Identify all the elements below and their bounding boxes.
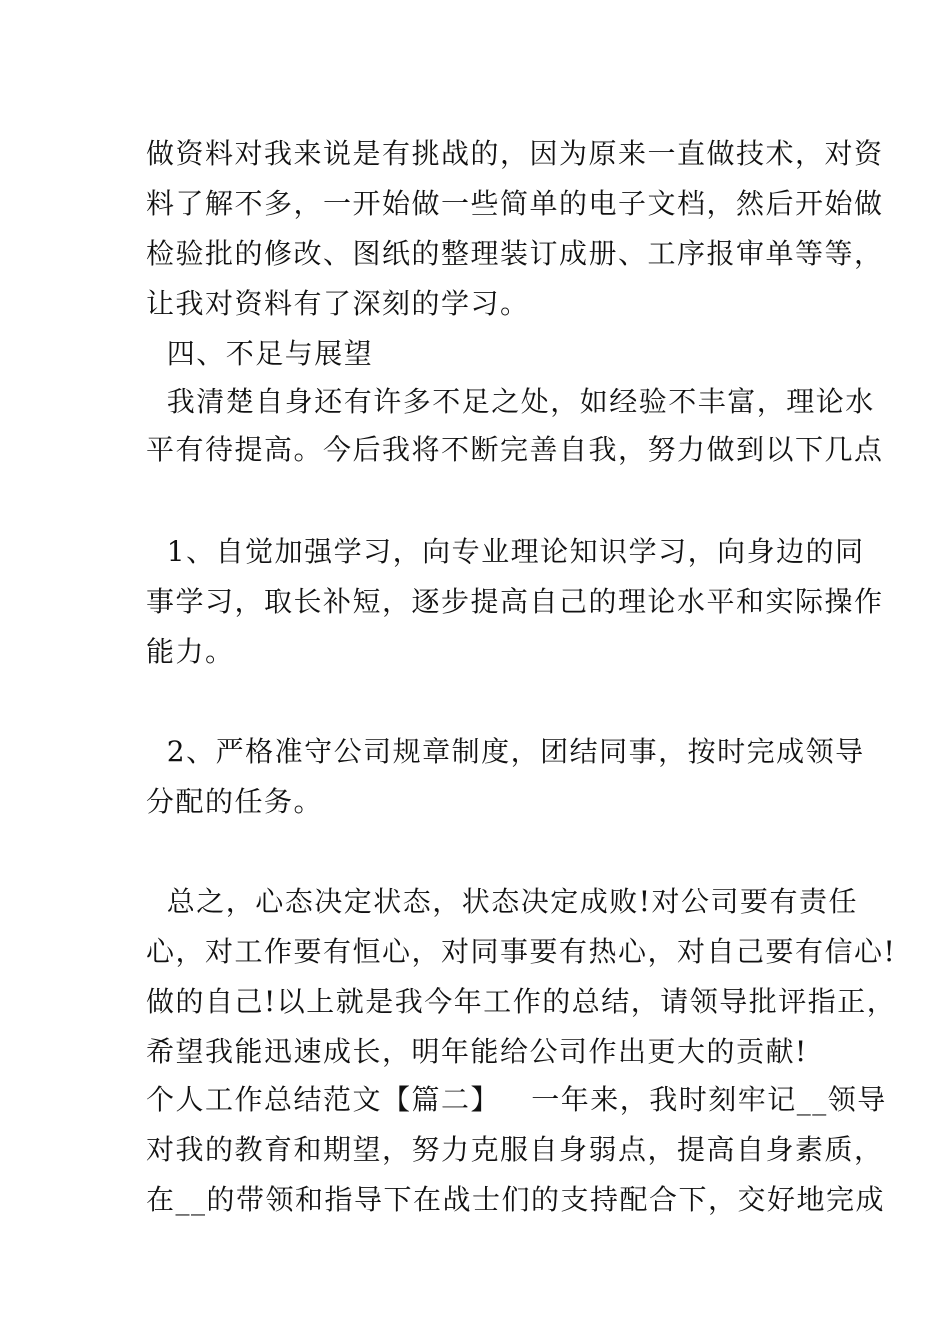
list-item-line: 1、自觉加强学习，向专业理论知识学习，向身边的同 (146, 535, 865, 568)
text-line: 希望我能迅速成长，明年能给公司作出更大的贡献! (146, 1035, 808, 1068)
text-line: 对我的教育和期望，努力克服自身弱点，提高自身素质， (146, 1133, 884, 1166)
text-line: 检验批的修改、图纸的整理装订成册、工序报审单等等， (146, 237, 884, 270)
text-line: 我清楚自身还有许多不足之处，如经验不丰富，理论水 (146, 385, 875, 418)
list-item-line: 2、严格准守公司规章制度，团结同事，按时完成领导 (146, 735, 865, 768)
list-item-line: 能力。 (146, 635, 235, 668)
text-line: 心，对工作要有恒心，对同事要有热心，对自己要有信心! (146, 935, 897, 968)
text-line: 总之，心态决定状态，状态决定成败!对公司要有责任 (146, 885, 859, 918)
text-line: 让我对资料有了深刻的学习。 (146, 287, 530, 320)
list-item-line: 分配的任务。 (146, 785, 324, 818)
text-line: 料了解不多，一开始做一些简单的电子文档，然后开始做 (146, 187, 884, 220)
text-line: 在__的带领和指导下在战士们的支持配合下，交好地完成 (146, 1183, 886, 1216)
section-title-line: 个人工作总结范文【篇二】 一年来，我时刻牢记__领导 (146, 1083, 887, 1116)
section-heading: 四、不足与展望 (146, 337, 374, 370)
text-line: 做的自己!以上就是我今年工作的总结，请领导批评指正， (146, 985, 897, 1018)
text-line: 做资料对我来说是有挑战的，因为原来一直做技术，对资 (146, 137, 884, 170)
list-item-line: 事学习，取长补短，逐步提高自己的理论水平和实际操作 (146, 585, 884, 618)
text-line: 平有待提高。今后我将不断完善自我，努力做到以下几点 (146, 433, 884, 466)
